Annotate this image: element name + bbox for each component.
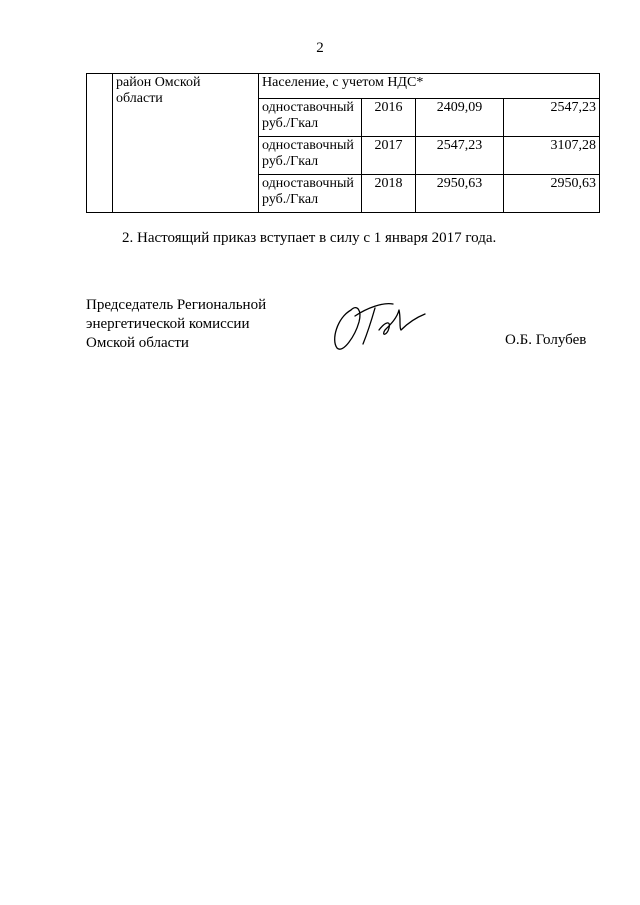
value-cell: 2547,23 <box>504 99 600 137</box>
signer-title <box>86 296 266 353</box>
region-line: области <box>116 91 163 106</box>
value-cell: 2950,63 <box>416 175 504 213</box>
unit-cell <box>259 99 362 137</box>
table-row-header <box>87 74 600 99</box>
unit-line: одноставочный <box>262 100 354 115</box>
effective-date-paragraph: 2. Настоящий приказ вступает в силу с 1 января 2017 года. <box>122 230 497 246</box>
year-cell: 2016 <box>362 99 416 137</box>
unit-line: руб./Гкал <box>262 192 319 207</box>
tariff-table <box>86 73 600 213</box>
unit-line: руб./Гкал <box>262 154 319 169</box>
value-cell: 2547,23 <box>416 137 504 175</box>
page-number: 2 <box>316 40 324 56</box>
region-line: район Омской <box>116 75 201 90</box>
signer-name: О.Б. Голубев <box>505 332 587 348</box>
value-cell: 2950,63 <box>504 175 600 213</box>
year-cell: 2018 <box>362 175 416 213</box>
signer-title-line: Омской области <box>86 335 189 351</box>
row-number-cell <box>87 74 113 213</box>
year-cell: 2017 <box>362 137 416 175</box>
signer-title-line: энергетической комиссии <box>86 316 250 332</box>
handwritten-signature <box>329 296 439 354</box>
unit-cell <box>259 137 362 175</box>
unit-line: одноставочный <box>262 176 354 191</box>
group-header-cell: Население, с учетом НДС* <box>259 74 600 99</box>
unit-line: руб./Гкал <box>262 116 319 131</box>
value-cell: 2409,09 <box>416 99 504 137</box>
unit-line: одноставочный <box>262 138 354 153</box>
region-cell <box>113 74 259 213</box>
unit-cell <box>259 175 362 213</box>
signer-title-line: Председатель Региональной <box>86 297 267 313</box>
value-cell: 3107,28 <box>504 137 600 175</box>
